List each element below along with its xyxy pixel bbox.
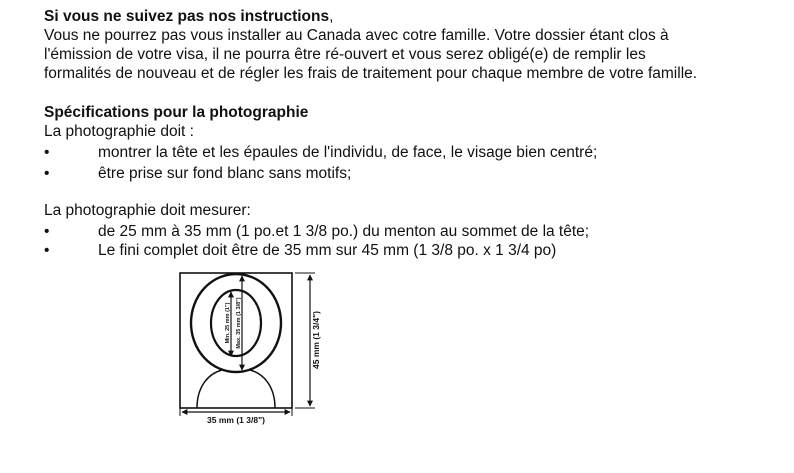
photo-spec-intro: La photographie doit : xyxy=(44,123,194,140)
bullet-symbol: • xyxy=(44,223,50,240)
instructions-line-2: l'émission de votre visa, il ne pourra être ré-ouvert et vous serez obligé(e) de remplir les xyxy=(44,46,646,63)
min-label: Min. 25 mm (1") xyxy=(225,302,231,344)
instructions-heading-punct: , xyxy=(329,8,334,25)
instructions-line-1: Vous ne pourrez pas vous installer au Canada avec cotre famille. Votre dossier étant clos à xyxy=(44,27,669,44)
photo-size-intro: La photographie doit mesurer: xyxy=(44,202,251,219)
photo-spec-heading: Spécifications pour la photographie xyxy=(44,104,309,121)
photo-size-bullet-2: Le fini complet doit être de 35 mm sur 45 mm (1 3/8 po. x 1 3/4 po) xyxy=(98,242,557,259)
photo-size-bullet-1: de 25 mm à 35 mm (1 po.et 1 3/8 po.) du menton au sommet de la tête; xyxy=(98,223,590,240)
bullet-symbol: • xyxy=(44,242,50,259)
bullet-symbol: • xyxy=(44,144,50,161)
instructions-heading-text: Si vous ne suivez pas nos instructions xyxy=(44,8,330,25)
max-label: Max. 35 mm (1 3/8") xyxy=(236,297,242,349)
width-label: 35 mm (1 3/8") xyxy=(207,415,265,425)
photo-spec-bullet-1: montrer la tête et les épaules de l'individu, de face, le visage bien centré; xyxy=(98,144,598,161)
photo-dimension-diagram xyxy=(170,266,340,436)
height-label: 45 mm (1 3/4") xyxy=(311,311,321,369)
instructions-heading xyxy=(44,7,333,26)
instructions-line-3: formalités de nouveau et de régler les frais de traitement pour chaque membre de votre famille. xyxy=(44,65,698,82)
bullet-symbol: • xyxy=(44,165,50,182)
photo-spec-bullet-2: être prise sur fond blanc sans motifs; xyxy=(98,165,352,182)
